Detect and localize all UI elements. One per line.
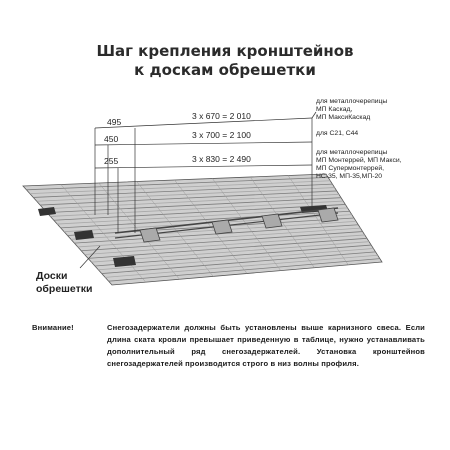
bracket [318, 208, 338, 222]
dimension-offset-label: 495 [107, 117, 122, 127]
dimension-offset-label: 255 [104, 156, 119, 166]
dimension-formula-label: 3 x 700 = 2 100 [192, 130, 251, 140]
dimension-formula-label: 3 x 670 = 2 010 [192, 111, 251, 121]
dimension-offset-label: 450 [104, 134, 119, 144]
note-line: для металлочерепицы [316, 149, 388, 156]
note-line: НС-35, МП-35,МП-20 [316, 173, 383, 180]
note-line: МП Монтеррей, МП Макси, [316, 157, 402, 164]
note-line: для металлочерепицы [316, 98, 388, 105]
boards-label-line2: обрешетки [36, 283, 93, 295]
diagram-title-line1: Шаг крепления кронштейнов [96, 42, 354, 60]
metal-roof-sheet [23, 174, 382, 285]
profile-notes [316, 98, 402, 180]
diagram-title-line2: к доскам обрешетки [134, 61, 316, 79]
note-line: МП Супермонтеррей, [316, 165, 385, 172]
warning-title: Внимание! [32, 323, 74, 332]
bracket [140, 228, 160, 242]
boards-label-line1: Доски [36, 270, 68, 282]
roof-sheet-surface [23, 174, 382, 285]
bracket [212, 220, 232, 234]
note-line: МП Каскад, [316, 106, 353, 113]
bracket [262, 214, 282, 228]
boards-label [36, 270, 92, 296]
dimension-formula-label: 3 x 830 = 2 490 [192, 154, 251, 164]
note-line: МП МаксиКаскад [316, 114, 371, 121]
warning-text: Снегозадержатели должны быть установлены выше карнизного свеса. Если длина ската кровли превышает приведенную в таблице, нужно устанавливать дополнительный ряд снегозадержателей. Установка кронштейнов снегозадержателей производится строго в низ волны профиля. [107, 323, 425, 368]
note-line: для С21, С44 [316, 130, 359, 137]
